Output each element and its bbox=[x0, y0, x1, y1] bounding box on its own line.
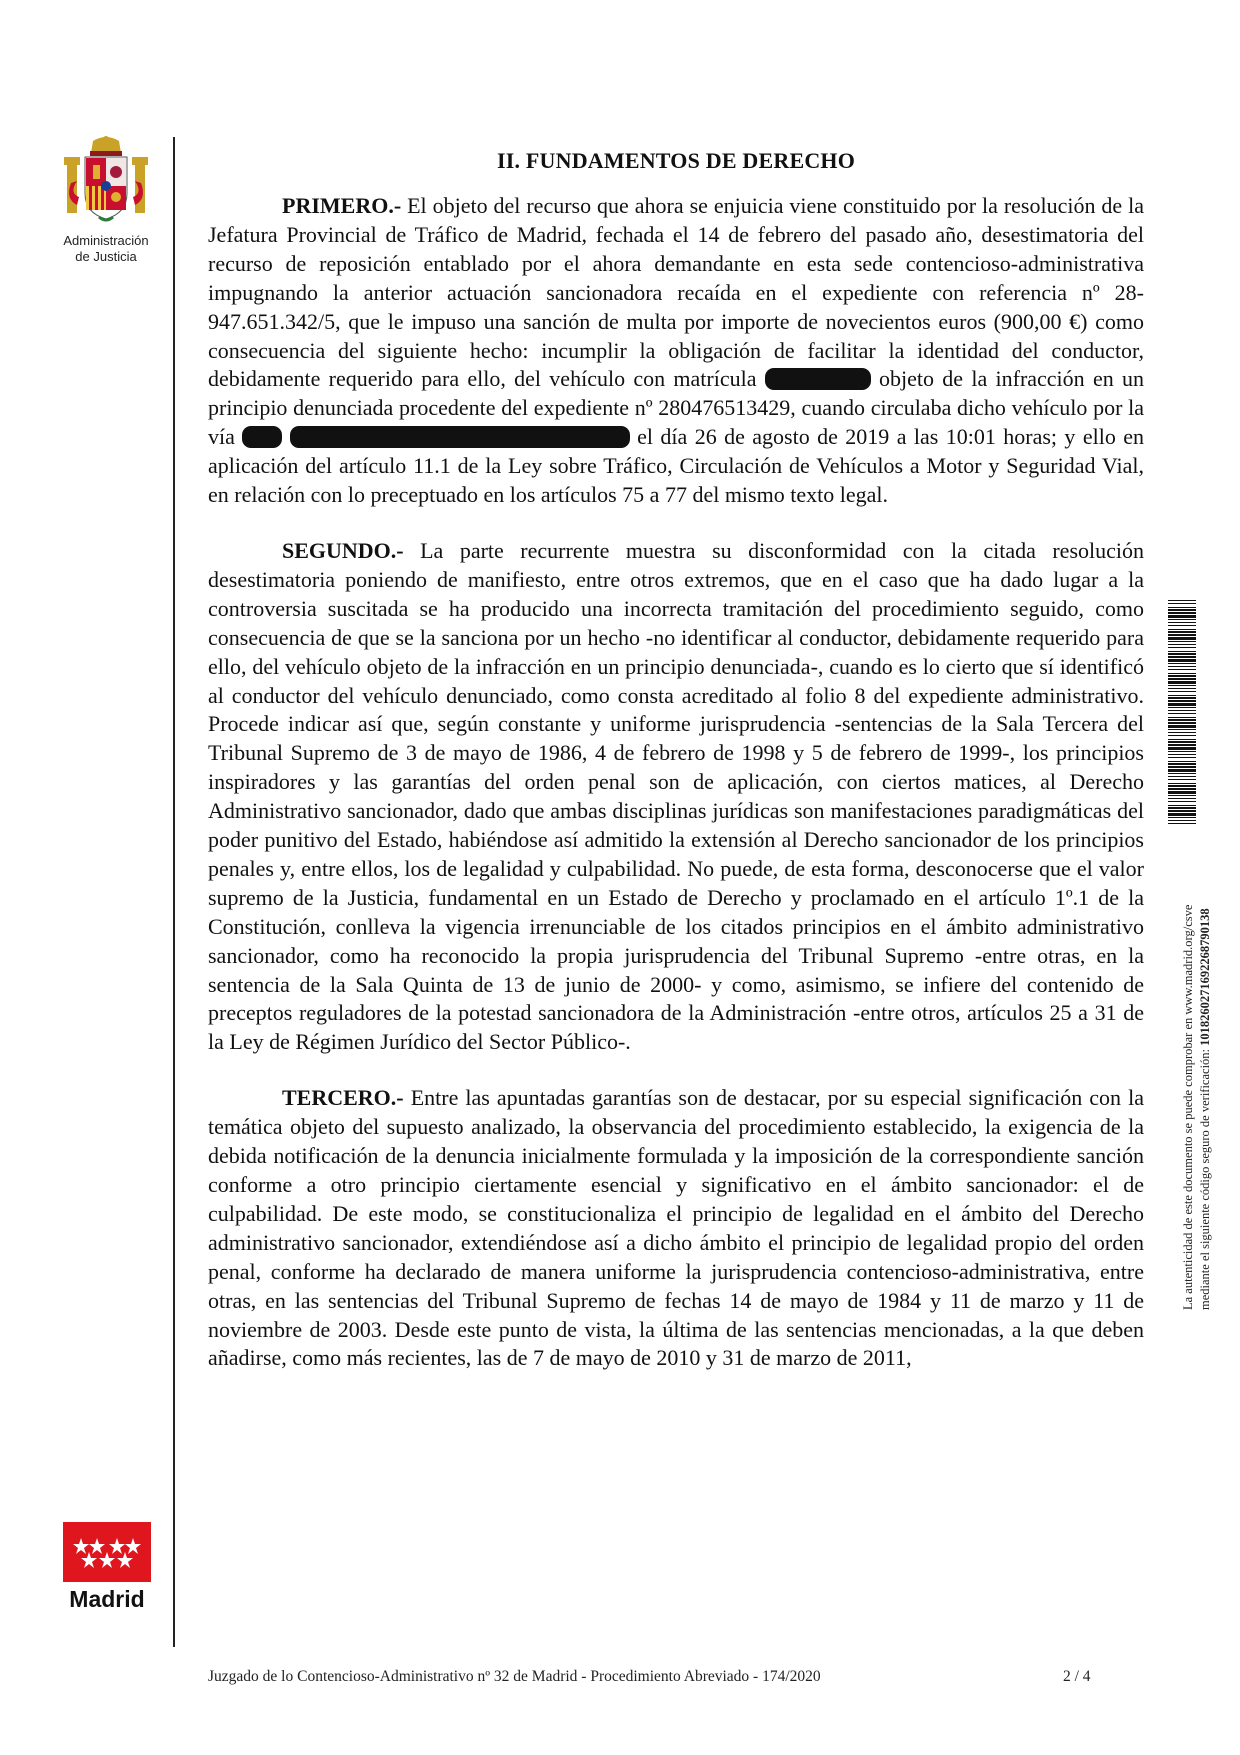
barcode-bar bbox=[1168, 603, 1196, 604]
madrid-wordmark: Madrid bbox=[69, 1586, 145, 1612]
madrid-flag-icon bbox=[63, 1522, 151, 1582]
redaction-block bbox=[242, 426, 282, 448]
paragraph-primero bbox=[208, 192, 1144, 510]
justicia-caption bbox=[56, 233, 156, 265]
barcode-bar bbox=[1168, 600, 1196, 601]
verification-note bbox=[1180, 610, 1214, 1310]
document-body bbox=[208, 148, 1144, 1400]
barcode-bar bbox=[1168, 607, 1196, 608]
administracion-justicia-logo bbox=[56, 135, 156, 265]
paragraph-text: el día 26 de agosto de 2019 a las 10:01 horas; y ello en aplicación del artículo 11.1 de la Ley sobre Tráfico, Circulación de Vehículos a Motor y Seguridad Vial, en relación con lo preceptuado en los artículos 75 a 77 del mismo texto legal. bbox=[208, 424, 1145, 508]
paragraph-lead: TERCERO.- bbox=[282, 1085, 404, 1111]
justicia-caption-line2: de Justicia bbox=[75, 249, 137, 264]
paragraph-lead: PRIMERO.- bbox=[282, 193, 402, 218]
margin-rule bbox=[173, 137, 175, 1647]
redaction-block bbox=[290, 426, 630, 448]
verification-code: 1018260271692268790138 bbox=[1198, 908, 1212, 1046]
footer-reference: Juzgado de lo Contencioso-Administrativo nº 32 de Madrid - Procedimiento Abreviado - 174/2020 bbox=[208, 1668, 821, 1685]
verification-line2: mediante el siguiente código seguro de verificación: bbox=[1198, 1045, 1212, 1310]
paragraph-text: Entre las apuntadas garantías son de destacar, por su especial significación con la temática objeto del supuesto analizado, la observancia del procedimiento establecido, la exigencia de la debida notificación de la denuncia inicialmente formulada y la imposición de la correspondiente sanción conforme a otro principio ciertamente esencial y significativo en el ámbito sancionador: el de culpabilidad. De este modo, se constitucionaliza el principio de legalidad en el ámbito del Derecho administrativo sancionador, extendiéndose así a dicho ámbito el principio de legalidad propio del orden penal, conforme ha declarado de manera uniforme la jurisprudencia contencioso-administrativa, entre otras, en las sentencias del Tribunal Supremo de fechas 14 de mayo de 1984 y 11 de marzo y 11 de noviembre de 2003. Desde este punto de vista, la última de las sentencias mencionadas, a la que deben añadirse, como más recientes, las de 7 de mayo de 2010 y 31 de marzo de 2011, bbox=[208, 1085, 1144, 1371]
justicia-caption-line1: Administración bbox=[63, 233, 149, 248]
verification-line1: La autenticidad de este documento se puede comprobar en www.madrid.org/csve bbox=[1181, 904, 1195, 1310]
page-number: 2 / 4 bbox=[1063, 1668, 1091, 1685]
section-heading: II. FUNDAMENTOS DE DERECHO bbox=[496, 148, 856, 173]
redaction-block bbox=[765, 368, 871, 390]
paragraph-text: objeto de la infracción en un principio denunciada procedente del expediente nº 280476513429, cuando circulaba dicho vehículo por la vía bbox=[208, 366, 1144, 450]
paragraph-text: El objeto del recurso que ahora se enjuicia viene constituido por la resolución de la Jefatura Provincial de Tráfico de Madrid, fechada el 14 de febrero del pasado año, desestimatoria del recurso de reposición entablado por el ahora demandante en esta sede contencioso-administrativa impugnando la anterior actuación sancionadora recaída en el expediente con referencia nº 28-947.651.342/5, que le impuso una sanción de multa por importe de novecientos euros (900,00 €) como consecuencia del siguiente hecho: incumplir la obligación de facilitar la identidad del conductor, debidamente requerido para ello, del vehículo con matrícula bbox=[208, 193, 1144, 392]
comunidad-madrid-logo bbox=[62, 1522, 152, 1613]
paragraph-tercero bbox=[208, 1084, 1144, 1373]
paragraph-segundo bbox=[208, 537, 1144, 1057]
paragraph-lead: SEGUNDO.- bbox=[282, 537, 404, 563]
paragraph-text: La parte recurrente muestra su disconformidad con la citada resolución desestimatoria poniendo de manifiesto, entre otros extremos, que en el caso que ha dado lugar a la controversia suscitada se ha producido una incorrecta tramitación del procedimiento seguido, como consecuencia de que se la sanciona por un hecho -no identificar al conductor, debidamente requerido para ello, del vehículo objeto de la infracción en un principio denunciada-, cuando es lo cierto que sí identificó al conductor del vehículo denunciado, como consta acreditado al folio 8 del expediente administrativo. Procede indicar así que, según constante y uniforme jurisprudencia -sentencias de la Sala Tercera del Tribunal Supremo de 3 de mayo de 1986, 4 de febrero de 1998 y 5 de febrero de 1999-, los principios inspiradores y las garantías del orden penal son de aplicación, con ciertos matices, al Derecho Administrativo sancionador, dado que ambas disciplinas jurídicas son manifestaciones paradigmáticas del poder punitivo del Estado, habiéndose así admitido la extensión al Derecho sancionador de los principios penales y, entre ellos, los de legalidad y culpabilidad. No puede, de esta forma, desconocerse que el valor supremo de la Justicia, fundamental en un Estado de Derecho y proclamado en el artículo 1º.1 de la Constitución, conlleva la vigencia irrenunciable de los citados principios en el ámbito administrativo sancionador, como ha reconocido la propia jurisprudencia del Tribunal Supremo -entre otras, en la sentencia de la Sala Quinta de 13 de junio de 2000- y como, asimismo, se infiere del contenido de preceptos reguladores de la potestad sancionadora de la Administración -entre otros, artículos 25 a 31 de la Ley de Régimen Jurídico del Sector Público-. bbox=[208, 537, 1144, 1055]
coat-of-arms-icon bbox=[61, 135, 151, 227]
